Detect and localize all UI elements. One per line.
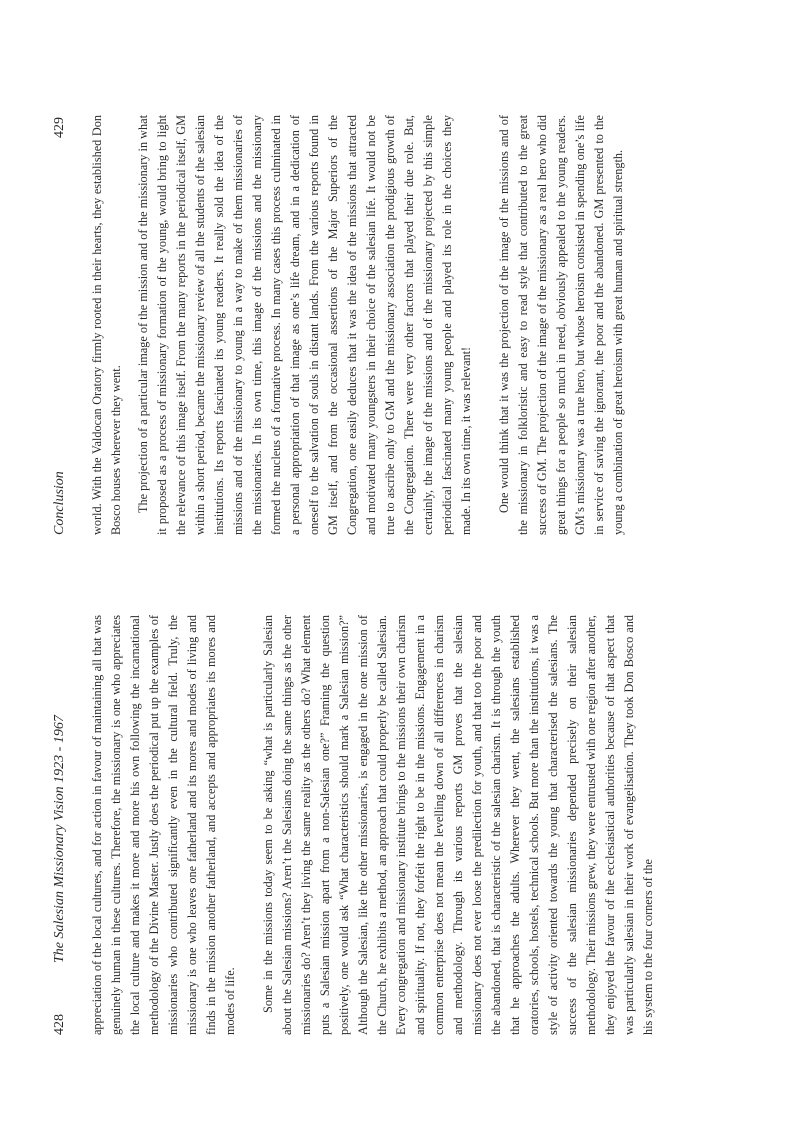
right-page-number: 429 bbox=[52, 117, 67, 138]
left-page-number: 428 bbox=[52, 1014, 67, 1035]
left-running-title: The Salesian Missionary Vision 1923 - 1967 bbox=[52, 715, 67, 963]
right-page bbox=[0, 1, 793, 562]
left-paragraph-1: appreciation of the local cultures, and for action in favour of maintaining all that was genuinely human in these cultures. Therefore, the missionary is one who appreciates the local culture and makes it more and more his own following the incarnational methodology of the Divine Master. Justly does the periodical put up the examples of missionaries who contributed significantly even in the cultural field. Truly, the missionary is one who leaves one fatherland and its mores and modes of living and finds in the mission another fatherland, and accepts and appropriates its mores and modes of life. bbox=[90, 615, 237, 1035]
left-page-body bbox=[88, 615, 658, 1035]
right-paragraph-3: One would think that it was the projection of the image of the missions and of the missionary in folkloristic and easy to read style that contributed to the great success of GM. The projection of the image of the missionary as a real hero who did great things for a people so much in need, obviously appealed to the young readers. GM’s missionary was a true hero, but whose heroism consisted in spending one’s life in service of saving the ignorant, the poor and the abandoned. GM presented to the young a combination of great heroism with great human and spiritual strength. bbox=[497, 115, 625, 535]
right-page-body bbox=[88, 115, 628, 535]
left-paragraph-2: Some in the missions today seem to be asking “what is particularly Salesian about the Salesian missions? Aren’t the Salesians doing the same things as the other missionaries do? Aren’t they living the same reality as the others do? What element puts a Salesian mission apart from a non-Salesian one?” Framing the question positively, one would ask “What characteristics should mark a Salesian mission?” Although the Salesian, like the other missionaries, is engaged in the one mission of the Church, he exhibits a method, an approach that could properly be called Salesian. Every congregation and missionary institute brings to the missions their own charism and spirituality. If not, they forfeit the right to be in the missions. Engagement in a common enterprise does not mean the levelling down of all differences in charism and methodology. Through its various reports GM proves that the salesian missionary does not ever loose the predilection for youth, and that too the poor and the abandoned, that is characteristic of the salesian charism. It is through the youth that he approaches the adults. Wherever they went, the salesians established oratories, schools, hostels, technical schools. But more than the institutions, it was a style of activity oriented towards the young that characterised the salesians. The success of the salesian missionaries depended precisely on their salesian methodology. Their missions grew, they were entrusted with one region after another, they enjoyed the favour of the ecclesiastical authorities because of that aspect that was particularly salesian in their work of evangelisation. They took Don Bosco and his system to the four corners of the bbox=[261, 615, 655, 1035]
left-page bbox=[0, 562, 793, 1123]
right-paragraph-1: world. With the Valdocan Oratory firmly rooted in their hearts, they established Don Bosco houses wherever they went. bbox=[90, 115, 123, 535]
right-paragraph-2: The projection of a particular image of the mission and of the missionary in what it proposed as a process of missionary formation of the young, would bring to light the relevance of this image itself. From the many reports in the periodical itself, GM within a short period, became the missionary review of all the students of the salesian institutions. Its reports fascinated its young readers. It really sold the idea of the missions and of the missionary to young in a way to make of them missionaries of the missionaries. In its own time, this image of the missions and the missionary formed the nucleus of a formative process. In many cases this process culminated in a personal appropriation of that image as one’s life dream, and in a dedication of oneself to the salvation of souls in distant lands. From the various reports found in GM itself, and from the occasional assertions of the Major Superiors of the Congregation, one easily deduces that it was the idea of the missions that attracted and motivated many youngsters in their choice of the salesian life. It would not be true to ascribe only to GM and the missionary association the prodigious growth of the Congregation. There were very other factors that played their due role. But, certainly, the image of the missions and of the missionary projected by this simple periodical fascinated many young people and played its role in the choices they made. In its own time, it was relevant! bbox=[136, 115, 473, 535]
right-running-title: Conclusion bbox=[52, 471, 67, 535]
